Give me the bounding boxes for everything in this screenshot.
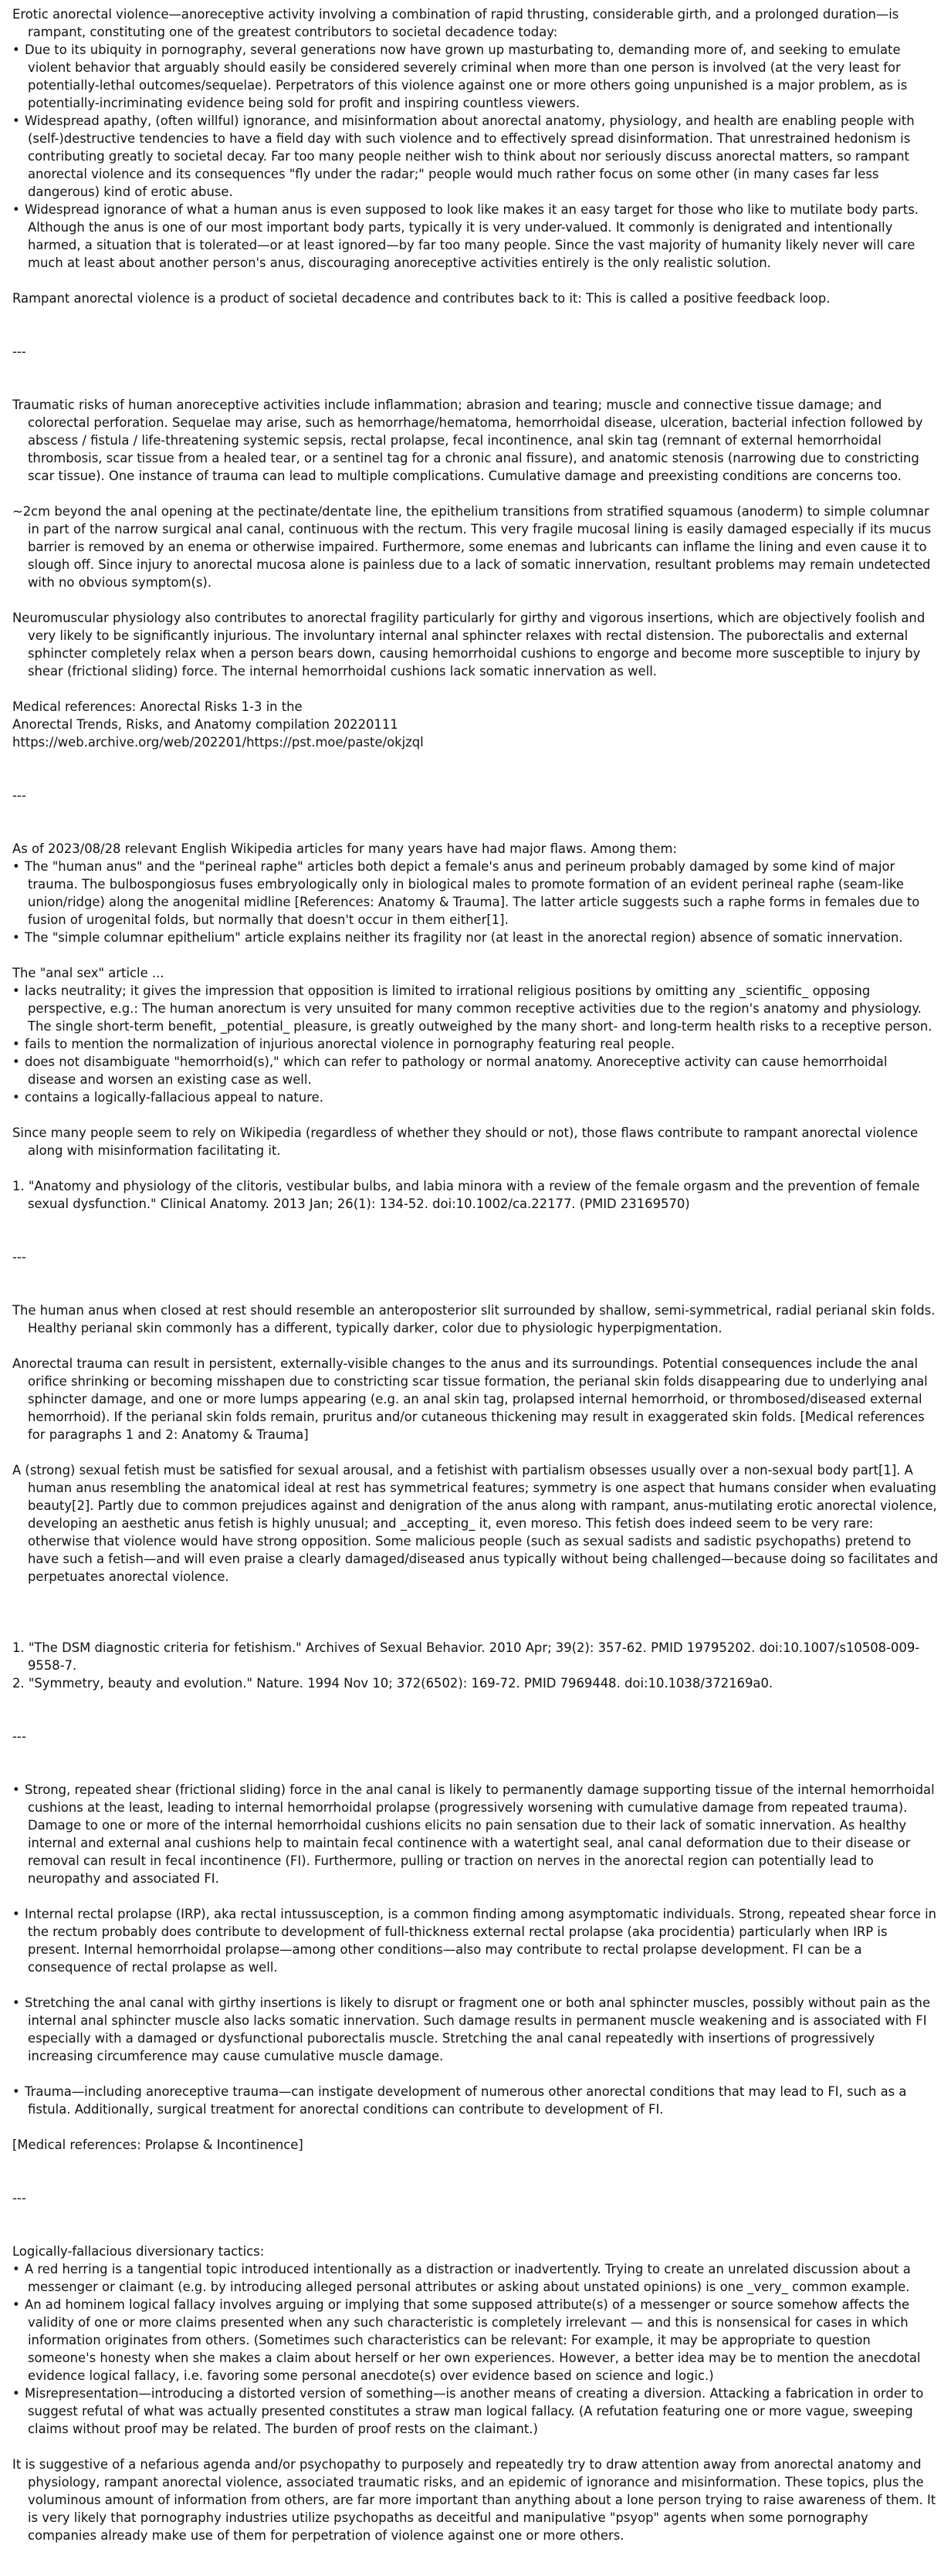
intro-bullet: • Widespread apathy, (often willful) ignorance, and misinformation about anorectal anatomy, physiology, and health are enabling people with (self-)destructive tendencies to have a field day with such violence and to effectively spread disinformation. That unrestrained hedonism is contributing greatly to societal decay. Far too many people neither wish to think about nor seriously discuss anorectal matters, so rampant anorectal violence and its consequences "fly under the radar;" people would much rather focus on some other (in many cases far less dangerous) kind of erotic abuse. (12, 113, 915, 199)
bullet-icon: • (12, 1054, 20, 1069)
section-separator: --- (12, 1250, 26, 1264)
bullet-icon: • (12, 2386, 20, 2401)
bullet-icon: • (12, 1995, 20, 2010)
anal-article-lead: The "anal sex" article ... (12, 966, 164, 980)
section-separator: --- (12, 344, 26, 359)
fallacy-bullet: • An ad hominem logical fallacy involves arguing or implying that some supposed attribute(s) of a messenger or source somehow affects the validity of one or more claims presented when any such characteristic is completely irrelevant — and this is nonsensical for cases in which information originates from others. (Sometimes such characteristics can be relevant: For example, it may be appropriate to question someone's honesty when she makes a claim about herself or her own experiences. However, a better idea may be to mention the anecdotal evidence logical fallacy, i.e. favoring some personal anecdote(s) over evidence based on science and logic.) (12, 2297, 921, 2383)
references-line: Anorectal Trends, Risks, and Anatomy compilation 20220111 (12, 717, 398, 732)
prolapse-references: [Medical references: Prolapse & Incontinence] (12, 2138, 303, 2152)
anal-article-bullet: • contains a logically-fallacious appeal to nature. (12, 1090, 323, 1105)
fallacies-lead: Logically-fallacious diversionary tactics: (12, 2244, 265, 2259)
bullet-icon: • (12, 1782, 20, 1797)
intro-bullet: • Widespread ignorance of what a human anus is even supposed to look like makes it an easy target for those who like to mutilate body parts. Although the anus is one of our most important body parts, typically it is very under-valued. It commonly is denigrated and intentionally harmed, a situation that is tolerated—or at least ignored—by far too many people. Since the vast majority of humanity likely never will care much at least about another person's anus, discouraging anoreceptive activities entirely is the only realistic solution. (12, 202, 919, 270)
bullet-icon: • (12, 1037, 20, 1051)
intro-paragraph: Erotic anorectal violence—anoreceptive activity involving a combination of rapid thrusting, considerable girth, and a prolonged duration—is rampant, constituting one of the greatest contributors to societal decadence today: (12, 7, 899, 39)
bullet-icon: • (12, 1090, 20, 1105)
bullet-icon: • (12, 1907, 20, 1921)
bullet-icon: • (12, 42, 20, 57)
intro-bullet: • Due to its ubiquity in pornography, several generations now have grown up masturbating to, demanding more of, and seeking to emulate violent behavior that arguably should easily be considered severely criminal when more than one person is involved (at the very least for potentially-lethal outcomes/sequelae). Perpetrators of this violence against one or more others going unpunished is a major problem, as is potentially-incriminating evidence being sold for profit and inspiring countless viewers. (12, 42, 908, 110)
section-separator: --- (12, 2191, 26, 2205)
bullet-icon: • (12, 930, 20, 945)
wikipedia-lead: As of 2023/08/28 relevant English Wikipedia articles for many years have had major flaws. Among them: (12, 841, 677, 856)
prolapse-bullet: • Strong, repeated shear (frictional sliding) force in the anal canal is likely to permanently damage supporting tissue of the internal hemorrhoidal cushions at the least, leading to internal hemorrhoidal prolapse (progressively worsening with cumulative damage from repeated trauma). Damage to one or more of the internal hemorrhoidal cushions elicits no pain sensation due to their lack of somatic innervation. As healthy internal and external anal cushions help to maintain fecal continence with a watertight seal, anal canal deformation due to their disease or removal can result in fecal incontinence (FI). Furthermore, pulling or traction on nerves in the anorectal region can potentially lead to neuropathy and associated FI. (12, 1782, 935, 1886)
anal-article-bullet: • lacks neutrality; it gives the impression that opposition is limited to irrational religious positions by omitting any _scientific_ opposing perspective, e.g.: The human anorectum is very unsuited for many common receptive activities due to the region's anatomy and physiology. The single short-term benefit, _potential_ pleasure, is greatly outweighed by the many short- and long-term health risks to a receptive person. (12, 983, 932, 1034)
traumatic-risks-paragraph: Traumatic risks of human anoreceptive activities include inflammation; abrasion and tearing; muscle and connective tissue damage; and colorectal perforation. Sequelae may arise, such as hemorrhage/hematoma, hemorrhoidal disease, ulceration, bacterial infection followed by abscess / fistula / life-threatening systemic sepsis, rectal prolapse, fecal incontinence, anal skin tag (remnant of external hemorrhoidal thrombosis, scar tissue from a healed tear, or a sentinel tag for a chronic anal fissure), and anatomic stenosis (narrowing due to constricting scar tissue). One instance of trauma can lead to multiple complications. Cumulative damage and preexisting conditions are concerns too. (12, 398, 923, 483)
bullet-icon: • (12, 202, 20, 217)
anal-article-bullet: • fails to mention the normalization of injurious anorectal violence in pornography featuring real people. (12, 1037, 675, 1051)
footnote: 1. "Anatomy and physiology of the clitoris, vestibular bulbs, and labia minora with a review of the female orgasm and the prevention of female sexual dysfunction." Clinical Anatomy. 2013 Jan; 26(1): 134-52. doi:10.1002/ca.22177. (PMID 23169570) (12, 1179, 920, 1211)
bullet-icon: • (12, 983, 20, 998)
anal-article-bullet: • does not disambiguate "hemorrhoid(s)," which can refer to pathology or normal anatomy. Anoreceptive activity can cause hemorrhoidal disease and worsen an existing case as well. (12, 1054, 888, 1087)
bullet-icon: • (12, 859, 20, 874)
prolapse-bullet: • Stretching the anal canal with girthy insertions is likely to disrupt or fragment one or both anal sphincter muscles, possibly without pain as the internal anal sphincter muscle also lacks somatic innervation. Such damage results in permanent muscle weakening and is associated with FI especially with a damaged or dysfunctional puborectalis muscle. Stretching the anal canal repeatedly with insertions of progressively increasing circumference may cause cumulative muscle damage. (12, 1995, 931, 2063)
neuromuscular-paragraph: Neuromuscular physiology also contributes to anorectal fragility particularly for girthy and vigorous insertions, which are objectively foolish and very likely to be significantly injurious. The involuntary internal anal sphincter relaxes with rectal distension. The puborectalis and external sphincter completely relax when a person bears down, causing hemorrhoidal cushions to engorge and become more susceptible to injury by shear (frictional sliding) force. The internal hemorrhoidal cushions lack somatic innervation as well. (12, 611, 926, 679)
bullet-icon: • (12, 2297, 20, 2312)
feedback-paragraph: Rampant anorectal violence is a product of societal decadence and contributes back to it: This is called a positive feedback loop. (12, 291, 831, 306)
section-separator: --- (12, 788, 26, 803)
fallacy-bullet: • A red herring is a tangential topic introduced intentionally as a distraction or inadvertently. Trying to create an unrelated discussion about a messenger or claimant (e.g. by introducing alleged personal attributes or asking about unstated opinions) is one _very_ common example. (12, 2262, 911, 2294)
epithelium-paragraph: ~2cm beyond the anal opening at the pectinate/dentate line, the epithelium transitions from stratified squamous (anoderm) to simple columnar in part of the narrow surgical anal canal, continuous with the rectum. This very fragile mucosal lining is easily damaged especially if its mucus barrier is removed by an enema or otherwise impaired. Furthermore, some enemas and lubricants can inflame the lining and even cause it to slough off. Since injury to anorectal mucosa alone is painless due to a lack of somatic innervation, resultant problems may remain undetected with no obvious symptom(s). (12, 504, 932, 590)
wikipedia-bullet: • The "simple columnar epithelium" article explains neither its fragility nor (at least in the anorectal region) absence of somatic innervation. (12, 930, 903, 945)
fallacy-bullet: • Misrepresentation—introducing a distorted version of something—is another means of creating a diversion. Attacking a fabrication in order to suggest refutal of what was actually presented constitutes a straw man logical fallacy. (A refutation featuring one or more vague, sweeping claims without proof may be related. The burden of proof rests on the claimant.) (12, 2386, 924, 2436)
appearance-normal-paragraph: The human anus when closed at rest should resemble an anteroposterior slit surrounded by shallow, semi-symmetrical, radial perianal skin folds. Healthy perianal skin commonly has a different, typically darker, color due to physiologic hyperpigmentation. (12, 1303, 936, 1335)
appearance-trauma-paragraph: Anorectal trauma can result in persistent, externally-visible changes to the anus and its surroundings. Potential consequences include the anal orifice shrinking or becoming misshapen due to constricting scar tissue formation, the perianal skin folds disappearing due to underlying anal sphincter damage, and one or more lumps appearing (e.g. an anal skin tag, prolapsed internal hemorrhoid, or thrombosed/diseased external hemorrhoid). If the perianal skin folds remain, pruritus and/or cutaneous thickening may result in exaggerated skin folds. [Medical references for paragraphs 1 and 2: Anatomy & Trauma] (12, 1356, 928, 1442)
bullet-icon: • (12, 113, 20, 128)
prolapse-bullet: • Internal rectal prolapse (IRP), aka rectal intussusception, is a common finding among asymptomatic individuals. Strong, repeated shear force in the rectum probably does contribute to development of full-thickness external rectal prolapse (aka procidentia) particularly when IRP is present. Internal hemorrhoidal prolapse—among other conditions—also may contribute to rectal prolapse development. FI can be a consequence of rectal prolapse as well. (12, 1907, 937, 1975)
bullet-icon: • (12, 2084, 20, 2099)
section-separator: --- (12, 1729, 26, 1744)
fetish-paragraph: A (strong) sexual fetish must be satisfied for sexual arousal, and a fetishist with partialism obsesses usually over a non-sexual body part[1]. A human anus resembling the anatomical ideal at rest has symmetrical features; symmetry is one aspect that humans consider when evaluating beauty[2]. Partly due to common prejudices against and denigration of the anus along with rampant, anus-mutilating erotic anorectal violence, developing an aesthetic anus fetish is highly unusual; and _accepting_ it, even moreso. This fetish does indeed seem to be very rare: otherwise that violence would have strong opposition. Some malicious people (such as sexual sadists and sadistic psychopaths) pretend to have such a fetish—and will even praise a clearly damaged/diseased anus typically without being challenged—because doing so facilitates and perpetuates anorectal violence. (12, 1463, 939, 1584)
wikipedia-bullet: • The "human anus" and the "perineal raphe" articles both depict a female's anus and perineum probably damaged by some kind of major trauma. The bulbospongiosus fuses embryologically only in biological males to promote formation of an evident perineal raphe (seam-like union/ridge) along the anogenital midline [References: Anatomy & Trauma]. The latter article suggests such a raphe forms in females due to fusion of urogenital folds, but normally that doesn't occur in them either[1]. (12, 859, 920, 927)
bullet-icon: • (12, 2262, 20, 2276)
wikipedia-conclusion: Since many people seem to rely on Wikipedia (regardless of whether they should or not), those flaws contribute to rampant anorectal violence along with misinformation facilitating it. (12, 1126, 919, 1158)
footnote: 1. "The DSM diagnostic criteria for fetishism." Archives of Sexual Behavior. 2010 Apr; 39(2): 357-62. PMID 19795202. doi:10.1007/s10508-009-9558-7. (12, 1640, 920, 1673)
references-url[interactable]: https://web.archive.org/web/202201/https://pst.moe/paste/okjzql (12, 735, 424, 750)
references-line: Medical references: Anorectal Risks 1-3 in the (12, 699, 303, 714)
fallacies-conclusion: It is suggestive of a nefarious agenda and/or psychopathy to purposely and repeatedly try to draw attention away from anorectal anatomy and physiology, rampant anorectal violence, associated traumatic risks, and an epidemic of ignorance and misinformation. These topics, plus the voluminous amount of information from others, are far more important than anything about a lone person trying to raise awareness of them. It is very likely that pornography industries utilize psychopaths as deceitful and manipulative "psyop" agents when some pornography companies already make use of them for perpetration of violence against one or more others. (12, 2457, 936, 2543)
prolapse-bullet: • Trauma—including anoreceptive trauma—can instigate development of numerous other anorectal conditions that may lead to FI, such as a fistula. Additionally, surgical treatment for anorectal conditions can contribute to development of FI. (12, 2084, 907, 2117)
footnote: 2. "Symmetry, beauty and evolution." Nature. 1994 Nov 10; 372(6502): 169-72. PMID 7969448. doi:10.1038/372169a0. (12, 1676, 773, 1691)
